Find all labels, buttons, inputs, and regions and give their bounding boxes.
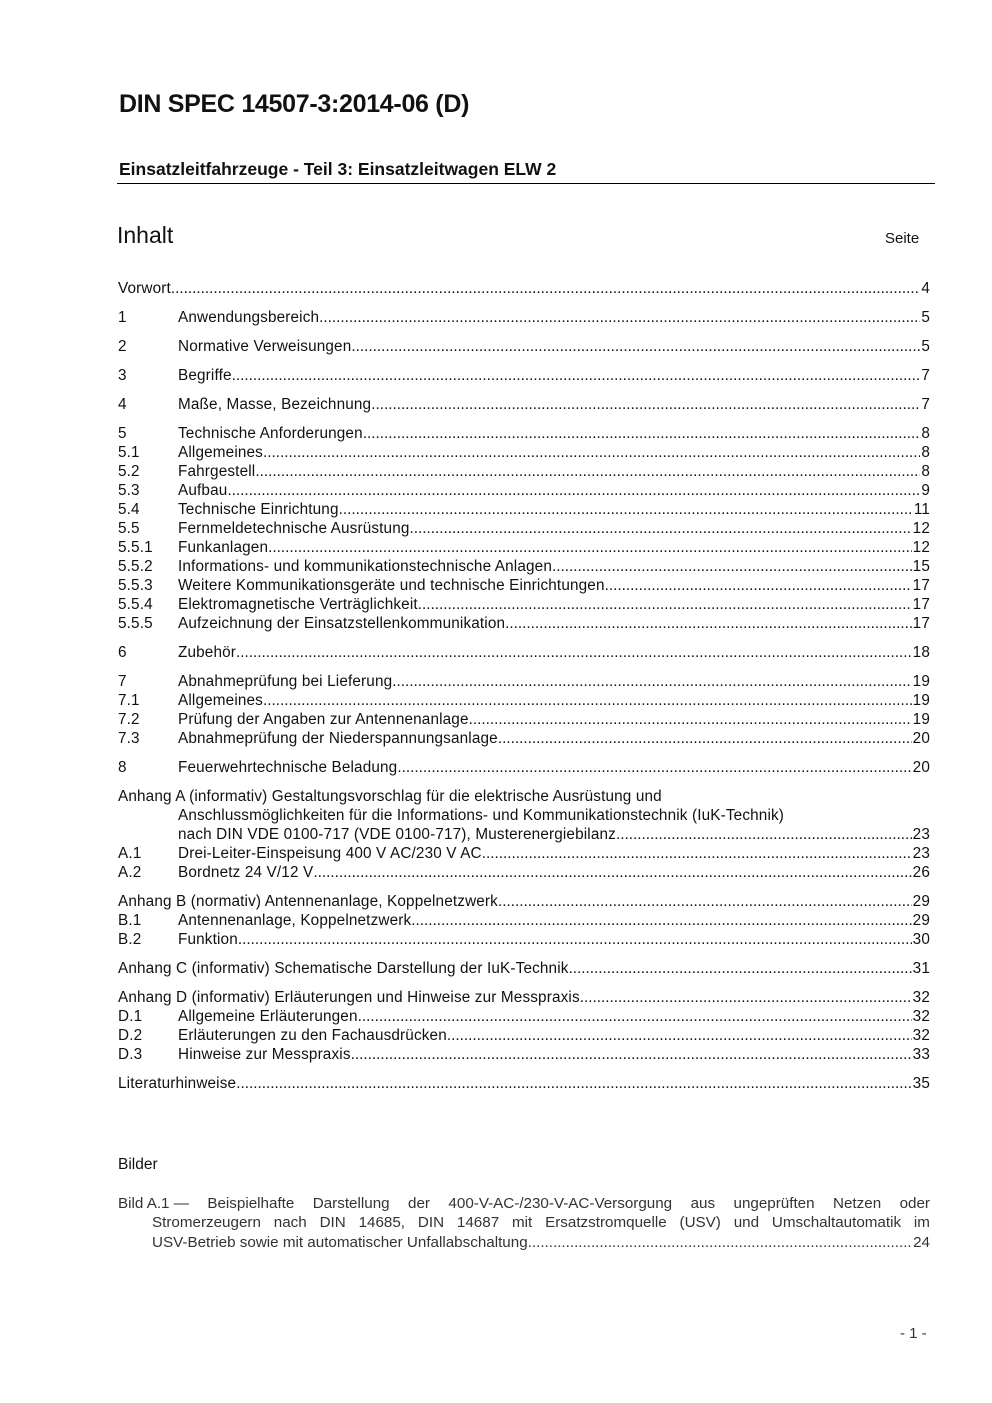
toc-entry[interactable]: 5.5.2 Informations- und kommunikationstechnische Anlagen ..... 15: [118, 557, 930, 576]
toc-entry[interactable]: 7.2 Prüfung der Angaben zur Antennenanlage ..... 19: [118, 710, 930, 729]
toc-entry[interactable]: 7 Abnahmeprüfung bei Lieferung ..... 19: [118, 672, 930, 691]
figure-entry-line2: Stromerzeugern nach DIN 14685, DIN 14687 mit Ersatzstromquelle (USV) und Umschaltautomatik im: [152, 1214, 930, 1232]
toc-entry[interactable]: B.1 Antennenanlage, Koppelnetzwerk ..... 29: [118, 911, 930, 930]
toc-entry[interactable]: D.3 Hinweise zur Messpraxis ..... 33: [118, 1045, 930, 1064]
toc-entry[interactable]: Literaturhinweise ..... 35: [118, 1074, 930, 1093]
toc-entry[interactable]: 5.4 Technische Einrichtung ..... 11: [118, 500, 930, 519]
toc-entry[interactable]: 6 Zubehör ..... 18: [118, 643, 930, 662]
toc-entry[interactable]: Vorwort ..... 4: [118, 279, 930, 298]
toc-entry[interactable]: 7.3 Abnahmeprüfung der Niederspannungsanlage ..... 20: [118, 729, 930, 748]
document-id: DIN SPEC 14507-3:2014-06 (D): [119, 90, 470, 118]
figures-heading: Bilder: [118, 1156, 158, 1173]
toc-page-column-header: Seite: [885, 230, 920, 247]
toc-entry[interactable]: 5.5.4 Elektromagnetische Verträglichkeit ..... 17: [118, 595, 930, 614]
toc-heading: Inhalt: [117, 222, 174, 248]
title-divider: [117, 183, 935, 184]
toc-entry[interactable]: 4 Maße, Masse, Bezeichnung ..... 7: [118, 395, 930, 414]
figure-page-number: 24: [913, 1233, 930, 1251]
toc-entry[interactable]: 5.5 Fernmeldetechnische Ausrüstung ..... 12: [118, 519, 930, 538]
figure-list-entry[interactable]: [118, 1194, 930, 1252]
table-of-contents: [118, 279, 930, 1093]
toc-entry[interactable]: 5.5.5 Aufzeichnung der Einsatzstellenkommunikation ..... 17: [118, 614, 930, 633]
toc-entry[interactable]: Anhang D (informativ) Erläuterungen und Hinweise zur Messpraxis ..... 32: [118, 988, 930, 1007]
toc-entry[interactable]: 5.5.1 Funkanlagen ..... 12: [118, 538, 930, 557]
toc-entry[interactable]: Anhang C (informativ) Schematische Darstellung der IuK-Technik ..... 31: [118, 959, 930, 978]
figure-entry-line1: Bild A.1 — Beispielhafte Darstellung der 400-V-AC-/230-V-AC-Versorgung aus ungeprüften Netzen oder: [118, 1195, 930, 1212]
figure-entry-line3: USV-Betrieb sowie mit automatischer Unfallabschaltung ..... 24: [118, 1233, 930, 1252]
toc-entry-annex-a-line1[interactable]: Anhang A (informativ) Gestaltungsvorschlag für die elektrische Ausrüstung und: [118, 788, 662, 805]
toc-entry[interactable]: 5 Technische Anforderungen ..... 8: [118, 424, 930, 443]
toc-entry-annex-a-line2: Anschlussmöglichkeiten für die Informations- und Kommunikationstechnik (IuK-Technik): [178, 807, 785, 824]
toc-entry[interactable]: A.2 Bordnetz 24 V/12 V ..... 26: [118, 863, 930, 882]
toc-entry[interactable]: 5.5.3 Weitere Kommunikationsgeräte und technische Einrichtungen ..... 17: [118, 576, 930, 595]
toc-entry[interactable]: Anhang B (normativ) Antennenanlage, Koppelnetzwerk ..... 29: [118, 892, 930, 911]
toc-entry[interactable]: 7.1 Allgemeines ..... 19: [118, 691, 930, 710]
toc-entry[interactable]: 5.1 Allgemeines ..... 8: [118, 443, 930, 462]
toc-entry[interactable]: A.1 Drei-Leiter-Einspeisung 400 V AC/230 V AC ..... 23: [118, 844, 930, 863]
toc-entry[interactable]: 2 Normative Verweisungen ..... 5: [118, 337, 930, 356]
toc-entry-annex-a-line3[interactable]: nach DIN VDE 0100-717 (VDE 0100-717), Musterenergiebilanz ..... 23: [118, 825, 930, 844]
document-title: Einsatzleitfahrzeuge - Teil 3: Einsatzleitwagen ELW 2: [119, 159, 557, 179]
toc-entry[interactable]: 5.3 Aufbau ..... 9: [118, 481, 930, 500]
toc-entry[interactable]: D.1 Allgemeine Erläuterungen ..... 32: [118, 1007, 930, 1026]
page-number: - 1 -: [900, 1325, 927, 1342]
toc-entry[interactable]: D.2 Erläuterungen zu den Fachausdrücken ..... 32: [118, 1026, 930, 1045]
toc-entry[interactable]: 3 Begriffe ..... 7: [118, 366, 930, 385]
toc-entry[interactable]: B.2 Funktion ..... 30: [118, 930, 930, 949]
toc-entry[interactable]: 5.2 Fahrgestell ..... 8: [118, 462, 930, 481]
toc-entry[interactable]: 8 Feuerwehrtechnische Beladung ..... 20: [118, 758, 930, 777]
toc-entry[interactable]: 1 Anwendungsbereich ..... 5: [118, 308, 930, 327]
